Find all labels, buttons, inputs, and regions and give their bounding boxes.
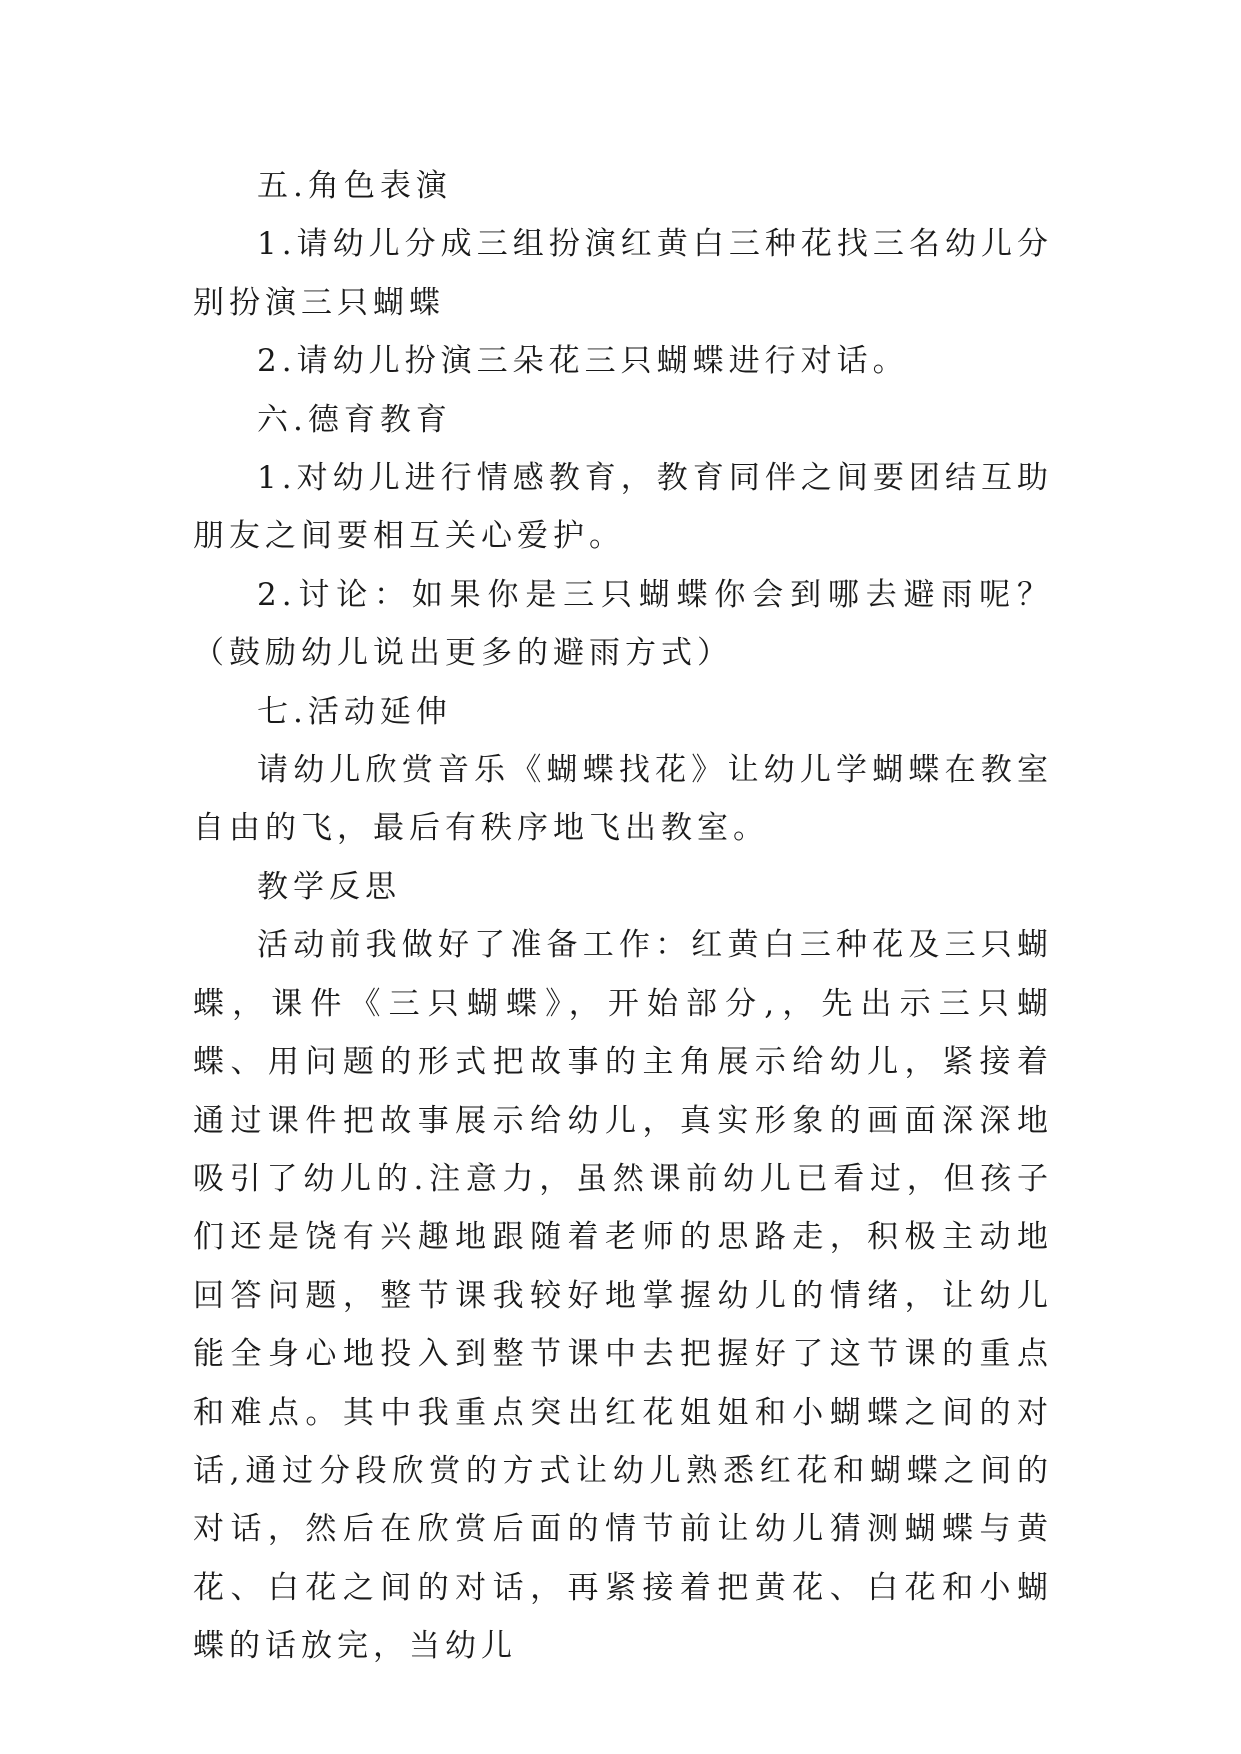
list-item: 2.讨论：如果你是三只蝴蝶你会到哪去避雨呢？（鼓励幼儿说出更多的避雨方式）	[193, 576, 1053, 672]
list-item: 1.对幼儿进行情感教育，教育同伴之间要团结互助朋友之间要相互关心爱护。	[193, 460, 1053, 555]
section-heading-moral-education: 六.德育教育	[257, 401, 452, 438]
document-body	[193, 157, 1053, 1676]
section-heading-role-play: 五.角色表演	[257, 168, 452, 204]
body-paragraph: 请幼儿欣赏音乐《蝴蝶找花》让幼儿学蝴蝶在教室自由的飞，最后有秩序地飞出教室。	[193, 752, 1053, 847]
list-item: 2.请幼儿扮演三朵花三只蝴蝶进行对话。	[257, 343, 909, 380]
section-heading-teaching-reflection: 教学反思	[257, 868, 401, 905]
body-paragraph: 活动前我做好了准备工作：红黄白三种花及三只蝴蝶，课件《三只蝴蝶》，开始部分,，先出示三只蝴蝶、用问题的形式把故事的主角展示给幼儿，紧接着通过课件把故事展示给幼儿，真实形象的画面深深地吸引了幼儿的.注意力，虽然课前幼儿已看过，但孩子们还是饶有兴趣地跟随着老师的思路走，积极主动地回答问题，整节课我较好地掌握幼儿的情绪，让幼儿能全身心地投入到整节课中去把握好了这节课的重点和难点。其中我重点突出红花姐姐和小蝴蝶之间的对话,通过分段欣赏的方式让幼儿熟悉红花和蝴蝶之间的对话，然后在欣赏后面的情节前让幼儿猜测蝴蝶与黄花、白花之间的对话，再紧接着把黄花、白花和小蝴蝶的话放完，当幼儿	[193, 927, 1053, 1665]
section-heading-activity-extension: 七.活动延伸	[257, 693, 452, 730]
list-item: 1.请幼儿分成三组扮演红黄白三种花找三名幼儿分别扮演三只蝴蝶	[193, 226, 1053, 321]
